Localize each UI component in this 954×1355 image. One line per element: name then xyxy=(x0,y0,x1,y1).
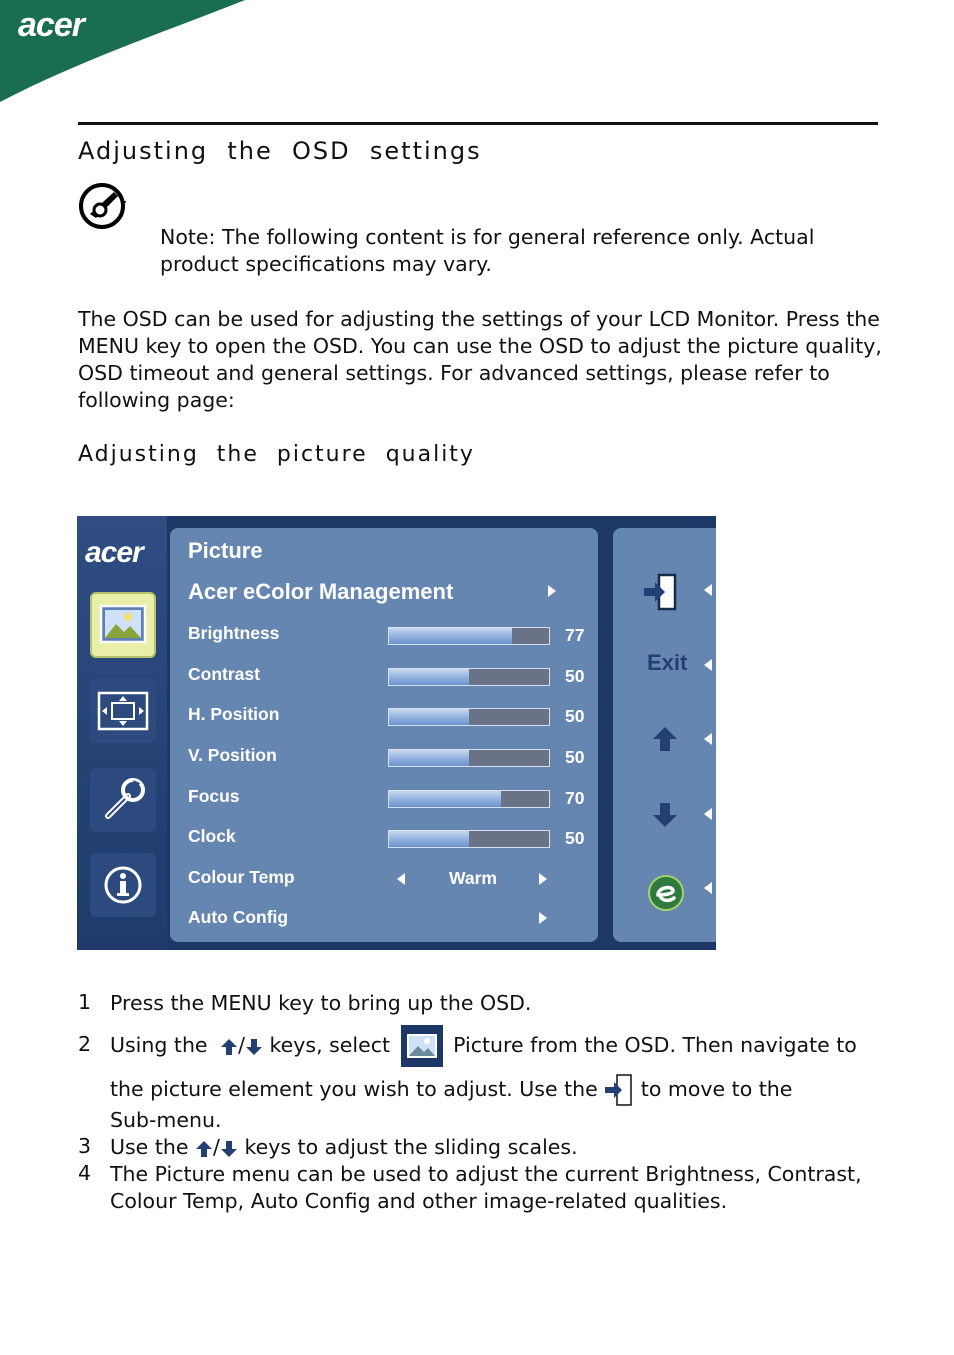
up-pointer-icon xyxy=(704,733,712,745)
enter-pointer-icon xyxy=(704,584,712,596)
subsection-title: Adjusting the picture quality xyxy=(78,442,475,467)
auto-config-arrow-icon xyxy=(539,912,547,924)
osd-slider[interactable] xyxy=(388,708,550,726)
step-3-text-b: keys to adjust the sliding scales. xyxy=(244,1135,578,1159)
osd-slider-fill xyxy=(389,831,469,847)
title-rule xyxy=(78,122,878,125)
down-arrow-icon xyxy=(220,1137,238,1159)
empowering-pointer-icon xyxy=(704,882,712,894)
step-2-text-c: Picture from the OSD. Then navigate to xyxy=(453,1033,857,1057)
osd-slider-fill xyxy=(389,750,469,766)
osd-ecolor-item[interactable]: Acer eColor Management xyxy=(188,579,454,604)
colour-temp-right-icon[interactable] xyxy=(539,873,547,885)
enter-icon[interactable] xyxy=(641,572,681,612)
auto-config-label[interactable]: Auto Config xyxy=(188,907,289,927)
osd-item-value: 50 xyxy=(565,706,585,726)
empowering-key-icon[interactable] xyxy=(647,874,685,912)
osd-slider[interactable] xyxy=(388,790,550,808)
step-3-slash: / xyxy=(213,1135,220,1159)
step-2-text-d: the picture element you wish to adjust. Use the xyxy=(110,1077,598,1101)
down-arrow-icon xyxy=(245,1035,263,1057)
osd-item-label[interactable]: Focus xyxy=(188,786,240,806)
osd-slider[interactable] xyxy=(388,668,550,686)
note-text: Note: The following content is for general reference only. Actual product specifications may vary. xyxy=(160,225,815,276)
step-2-text-a: Using the xyxy=(110,1033,208,1057)
tab-position[interactable] xyxy=(90,679,156,743)
wrench-icon xyxy=(90,768,156,832)
step-2-text-b: keys, select xyxy=(269,1033,391,1057)
section-title: Adjusting the OSD settings xyxy=(78,137,482,165)
up-arrow-icon[interactable] xyxy=(651,725,679,753)
colour-temp-left-icon[interactable] xyxy=(397,873,405,885)
position-icon xyxy=(90,679,156,743)
down-pointer-icon xyxy=(704,808,712,820)
osd-slider[interactable] xyxy=(388,627,550,645)
osd-slider-fill xyxy=(389,709,469,725)
step-4-text: The Picture menu can be used to adjust the current Brightness, Contrast, Colour Temp, Auto Config and other image-related qualities. xyxy=(110,1162,862,1213)
exit-pointer-icon xyxy=(704,659,712,671)
osd-item-label[interactable]: H. Position xyxy=(188,704,280,724)
osd-button-column xyxy=(613,528,716,942)
osd-item-label[interactable]: V. Position xyxy=(188,745,277,765)
osd-item-value: 50 xyxy=(565,666,585,686)
osd-menu xyxy=(77,516,716,950)
picture-icon xyxy=(92,594,154,656)
osd-picture-panel xyxy=(170,528,598,942)
osd-item-value: 50 xyxy=(565,747,585,767)
step-2-number: 2 xyxy=(78,1032,92,1056)
tab-picture[interactable] xyxy=(90,592,156,658)
osd-slider[interactable] xyxy=(388,830,550,848)
osd-item-label[interactable]: Contrast xyxy=(188,664,260,684)
acer-logo: acer xyxy=(18,6,84,44)
osd-slider[interactable] xyxy=(388,749,550,767)
step-3-text-a: Use the xyxy=(110,1135,189,1159)
step-4-number: 4 xyxy=(78,1161,92,1185)
note-icon xyxy=(78,180,130,232)
picture-icon xyxy=(401,1025,443,1067)
up-arrow-icon xyxy=(195,1137,213,1159)
colour-temp-label[interactable]: Colour Temp xyxy=(188,867,295,887)
intro-paragraph: The OSD can be used for adjusting the settings of your LCD Monitor. Press the MENU key to open the OSD. You can use the OSD to adjust the picture quality, OSD timeout and general settings. For advanced settings, please refer to following page: xyxy=(78,307,882,412)
tab-information[interactable] xyxy=(90,853,156,917)
exit-button[interactable]: Exit xyxy=(647,650,688,675)
step-1-text: Press the MENU key to bring up the OSD. xyxy=(110,991,532,1015)
osd-item-label[interactable]: Brightness xyxy=(188,623,280,643)
info-icon xyxy=(90,853,156,917)
up-arrow-icon xyxy=(220,1035,238,1057)
ecolor-arrow-icon xyxy=(548,585,556,597)
osd-slider-fill xyxy=(389,669,469,685)
osd-item-label[interactable]: Clock xyxy=(188,826,236,846)
osd-panel-title: Picture xyxy=(188,538,263,563)
osd-item-value: 70 xyxy=(565,788,585,808)
osd-slider-fill xyxy=(389,628,512,644)
step-2-slash: / xyxy=(238,1033,245,1057)
enter-icon xyxy=(604,1074,634,1106)
step-2-text-e: to move to the xyxy=(640,1077,793,1101)
step-3-number: 3 xyxy=(78,1134,92,1158)
tab-settings[interactable] xyxy=(90,768,156,832)
step-2-text-f: Sub-menu. xyxy=(110,1108,222,1132)
osd-item-value: 50 xyxy=(565,828,585,848)
step-2-line-1 xyxy=(110,1025,857,1067)
step-3-text xyxy=(110,1134,578,1161)
step-2-line-2 xyxy=(110,1072,792,1106)
step-1-number: 1 xyxy=(78,990,92,1014)
osd-slider-fill xyxy=(389,791,501,807)
osd-item-value: 77 xyxy=(565,625,585,645)
osd-acer-logo: acer xyxy=(85,536,143,569)
osd-tab-column xyxy=(77,516,167,950)
down-arrow-icon[interactable] xyxy=(651,801,679,829)
colour-temp-value: Warm xyxy=(449,868,497,888)
